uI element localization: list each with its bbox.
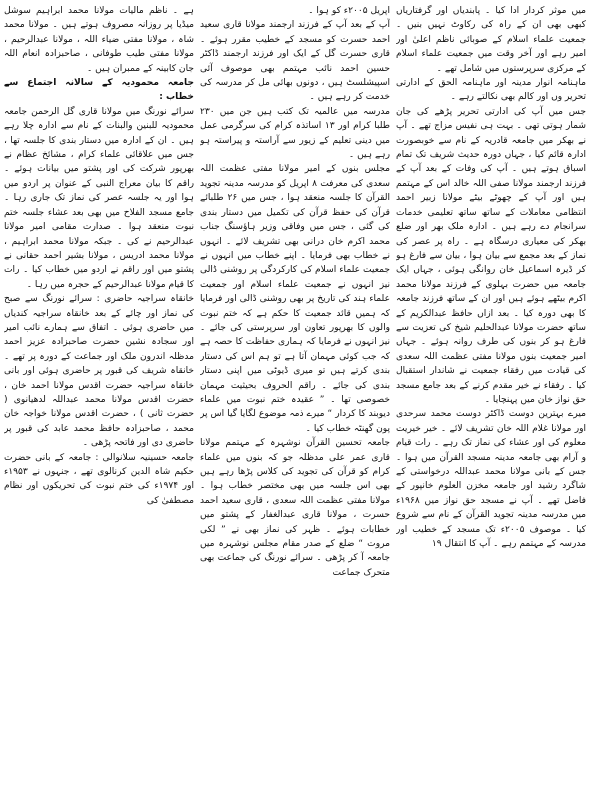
paragraph: اپریل ۲۰۰۵ء کو ہوا ۔	[308, 6, 390, 16]
paragraph: ماہنامہ انوار مدینہ اور ماہنامہ الحق کے ادارتی تحریر وں اور کالم بھی نکالتے رہے ۔	[396, 78, 586, 103]
column-middle	[200, 4, 390, 784]
paragraph: مجلس بنوں کے امیر مولانا مفتی عظمت اللہ سعدی کی معرفت ۸ اپریل کو مدرسہ مدینہ تجوید القرآن کا جلسہ منعقد ہوا ، جس میں ۲۶ طلبائے قرآن کی حفظ قرآن کی تکمیل میں دستار بندی کی گئی ، جس میں وفاقی وزیر ہاؤسنگ جناب محمد اکرم خان درانی بھی تشریف لائے ۔ انہوں نے خطاب بھی فرمایا ۔ اپنے خطاب میں انہوں نے جمعیت علماء اسلام کی کارکردگی پر روشنی ڈالی نیز انہوں نے جمعیت علماء اسلام اور جمعیت علماء ہند کی تاریخ پر بھی روشنی ڈالی اور فرمایا کہ ہمیں قائد جمعیت کا حکم ہے کہ ختم نبوت والوں کا بھرپور تعاون اور سرپرستی کی جائے ۔ نیز انہوں نے فرمایا کہ ہماری حفاظت کا حصہ ہے کہ جب کوئی مہمان آتا ہے تو ہم اس کی دستار بندی کرتے ہیں تو میری ڈیوٹی میں اپنی دستار بندی کی جائے ۔ راقم الحروف بحیثیت مہمان خصوصی تھا ۔ ” عقیدہ ختم نبوت میں علماء دیوبند کا کردار “ میرے ذمہ موضوع لگایا گیا اس پر پون گھنٹہ خطاب کیا ۔	[200, 164, 390, 434]
paragraph: میں موثر کردار ادا کیا ۔ پابندیاں اور گرفتاریاں کبھی بھی ان کے راہ کی رکاوٹ نہیں بنیں ۔ جمعیت علماء اسلام کے صوبائی ناظم اعلیٰ اور امیر رہے اور آخر وقت میں جمعیت علماء اسلام کے مرکزی سرپرستوں میں شامل تھے ۔	[396, 6, 586, 74]
paragraph: میرے بہترین دوست ڈاکٹر دوست محمد سرحدی اور مولانا غلام اللہ خان تشریف لائے ۔ خیر خیریت معلوم کی اور عشاء کی نماز تک رہے ۔ رات قیام و آرام بھی جامعہ مدینہ مسجد القرآن میں ہوا ۔ جس کے بانی مولانا محمد عبداللہ درخواستی کے شاگرد رشید اور جامعہ مخزن العلوم خانپور کے فاضل تھے ۔ آپ نے مسجد حق نواز میں ۱۹۶۸ء میں مدرسہ مدینہ تجوید القرآن کے نام سے شروع کیا ۔ موصوف ۲۰۰۵ء تک مسجد کے خطیب اور مدرسہ کے مہتمم رہے ۔ آپ کا انتقال ۱۹	[396, 409, 586, 550]
paragraph: مدرسہ میں عالمیہ تک کتب ہیں جن میں ۲۳۰ طلبا کرام اور ۱۳ اساتذہ کرام کی سرگرمی عمل میں دینی تعلیم کے زیور سے آراستہ و پیراستہ ہو رہے ہیں ۔	[200, 106, 390, 161]
column-left	[4, 4, 194, 784]
section-heading: جامعہ محمودیہ کے سالانہ اجتماع سے خطاب :	[4, 78, 194, 103]
paragraph: جس میں آپ کی ادارتی تحریر پڑھے کی جان شمار ہوتی تھی ۔ بہت ہی نفیس مزاج تھے ۔ آپ نے بھکر میں جامعہ قادریہ کے نام سے خوبصورت ادارہ قائم کیا ، جہاں دورہ حدیث شریف تک تمام اسباق ہوتے ہیں ۔ آپ کی وفات کے بعد آپ کے فرزند ارجمند مولانا صفی اللہ خالد اس کے مہتمم ہیں اور آپ کے چھوٹے بیٹے مولانا زبیر احمد انتظامی معاملات کے ساتھ ساتھ تعلیمی خدمات سرانجام دے رہے ہیں ۔ ادارہ ملک بھر اور ضلع بھکر کی معیاری درسگاہ ہے ۔ راہ پر عصر کی نماز کے بعد مجمع سے بیان ہوا ، بیان سے فارغ ہو کر ڈیرہ اسماعیل خان روانگی ہوئی ، جہاں ایک جامعہ میں حضرت بہلوی کے فرزند مولانا محمد اکرم بیٹھے ہوئے ہیں اور ان کے ساتھ فرزند جامعہ کا بھی دورہ کیا ۔ بعد ازاں حافظ عبدالکریم کے ساتھ حضرت مولانا عبدالحلیم شیخ کی تعزیت سے فارغ ہو کر بنوں کی طرف روانہ ہوئے ۔ جہاں امیر جمعیت بنوں مولانا مفتی عظمت اللہ سعدی کی قیادت میں رفقاء جمعیت نے شاندار استقبال کیا ۔ رفقاء نے خیر مقدم کرنے کے بعد جامع مسجد حق نواز خان میں پہنچایا ۔	[396, 106, 586, 405]
paragraph: جامعہ حسینیہ سلانوالی : جامعہ کے بانی حضرت حکیم شاہ الدین کرنالوی تھے ، جنہوں نے ۱۹۵۳ء اور ۱۹۷۴ء کی ختم نبوت کی تحریکوں اور نظام مصطفیٰ کی	[4, 452, 194, 506]
paragraph: جامعہ تحسین القرآن نوشہرہ کے مہتمم مولانا قاری عمر علی مدظلہ جو کہ بنوں میں علماء کرام کو قرآن کی تجوید کی کلاس پڑھا رہے ہیں بھی اس جلسہ میں بھی مختصر خطاب ہوا ۔ مولانا مفتی عظمت اللہ سعدی ، قاری سعید احمد حسرت ، مولانا قاری عبدالغفار کے پشتو میں خطابات ہوئے ۔ ظہر کی نماز بھی نے ” لکی مروت “ ضلع کے صدر مقام مجلس نوشہرہ میں جامعہ آ کر پڑھی ۔ سرائے نورنگ کی جماعت بھی متحرک جماعت	[200, 438, 390, 578]
paragraph: خانقاہ سراجیہ حاضری : سرائے نورنگ سے صبح کی نماز اور چائے کے بعد خانقاہ سراجیہ کندیاں میں حاضری ہوئی ۔ اتفاق سے ہمارے نائب امیر اور سجادہ نشین حضرت صاحبزادہ عزیز احمد مدظلہ اندرون ملک اور جماعت کے دورہ پر تھے ۔ خانقاہ شریف کی قبور پر حاضری ہوئی اور بانی خانقاہ سراجیہ حضرت اقدس مولانا احمد خان ، حضرت اقدس مولانا محمد عبداللہ لدھیانوی ( حضرت ثانی ) ، حضرت اقدس مولانا خواجہ خان محمد ، صاحبزادہ حافظ محمد عابد کی قبور پر حاضری دی اور فاتحہ پڑھی ۔	[4, 294, 194, 449]
column-right	[396, 4, 586, 784]
paragraph: ہے ۔ ناظم مالیات مولانا محمد ابراہیم سوشل میڈیا پر روزانہ مصروف ہوتے ہیں ۔ مولانا محمد شاہ ، مولانا مفتی ضیاء اللہ ، مولانا عبدالرحیم ، مولانا مفتی طیب طوفانی ، صاحبزادہ انعام اللہ جان کابینہ کے ممبران ہیں ۔	[4, 6, 194, 74]
paragraph: آپ کے بعد آپ کے فرزند ارجمند مولانا قاری سعید احمد حسرت کو مسجد کے خطیب مقرر ہوئے ۔ قاری حسرت گل کے ایک اور فرزند ارجمند ڈاکٹر حسین احمد نائب مہتمم بھی موصوف آئی اسپیشلسٹ ہیں ، دونوں بھائی مل کر مدرسہ کی خدمت کر رہے ہیں ۔	[200, 20, 390, 103]
paragraph: سرائے نورنگ میں مولانا قاری گل الرحمن جامعہ محمودیہ للبنین والبنات کے نام سے ادارہ چلا رہے ہیں ۔ ان کے ادارہ میں دستار بندی کا جلسہ تھا ، جس میں علاقائی علماء کرام ، مشائخ عظام نے بھرپور شرکت کی اور پشتو میں بیانات ہوئے ۔ راقم کا بیان معراج النبی کے عنوان پر اردو میں ہوا اور یہ جلسہ عصر کی نماز تک جاری رہا ۔ جامع مسجد الفلاح میں بھی بعد عشاء جلسہ ختم نبوت منعقد ہوا ۔ صدارت مقامی امیر مولانا عبدالرحیم نے کی ۔ جبکہ مولانا محمد ابراہیم ، مولانا محمد ادریس ، مولانا بشیر احمد حقانی نے پشتو میں اور راقم نے اردو میں خطاب کیا ۔ رات کا قیام مولانا عبدالرحیم کے حجرہ میں رہا ۔	[4, 106, 194, 290]
